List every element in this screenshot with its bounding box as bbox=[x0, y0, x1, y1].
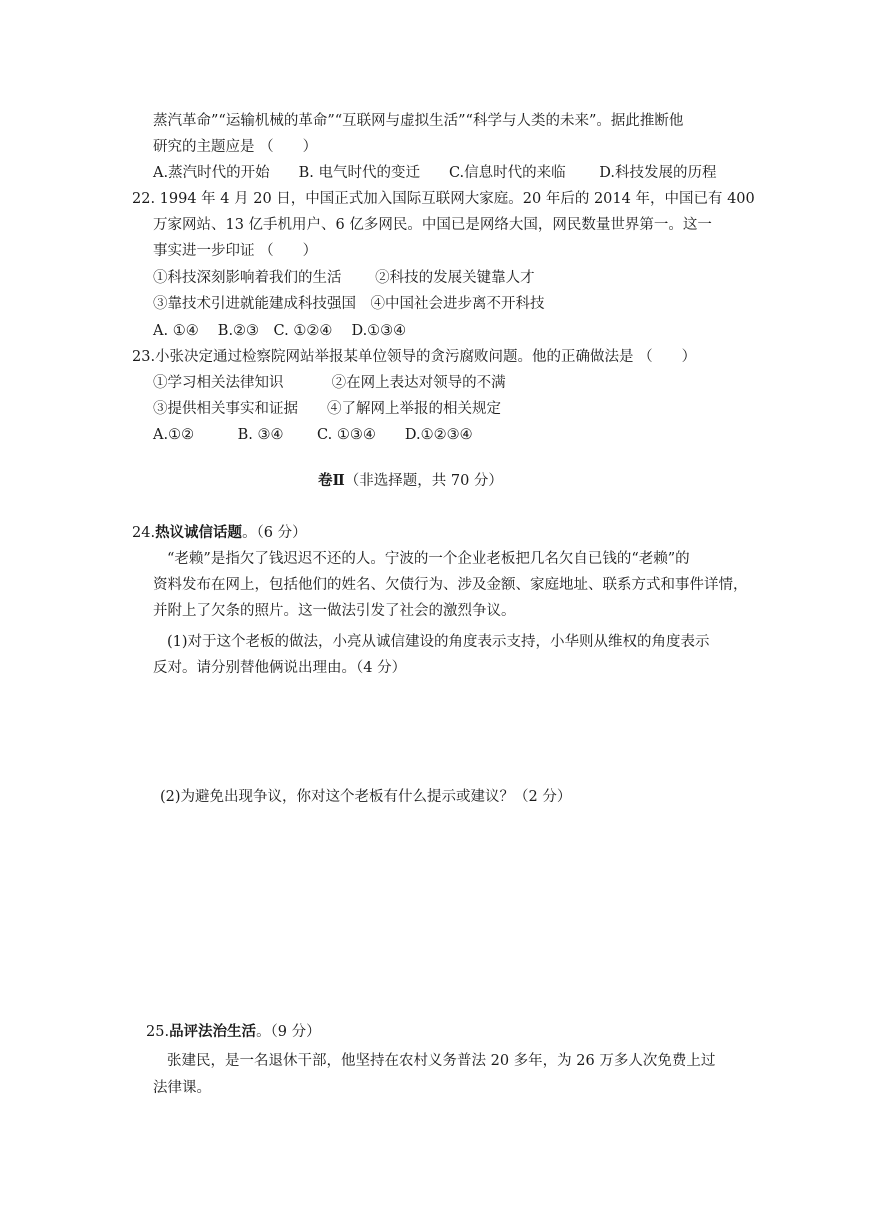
q25-number: 25. bbox=[146, 1024, 170, 1040]
q21-text-line-2: 研究的主题应是 （ ） bbox=[153, 139, 318, 155]
q22-statement-row-1: ①科技深刻影响着我们的生活 ②科技的发展关键靠人才 bbox=[153, 270, 535, 286]
q25-title: 品评法治生活 bbox=[169, 1023, 257, 1040]
section-2-heading bbox=[318, 471, 503, 491]
q21-options: A.蒸汽时代的开始 B. 电气时代的变迁 C.信息时代的来临 D.科技发展的历程 bbox=[153, 165, 717, 181]
q24-answer-space-2[interactable] bbox=[153, 820, 738, 1010]
q24-score: 。（6 分） bbox=[242, 525, 307, 541]
q24-subquestion-1-line-1: (1)对于这个老板的做法，小亮从诚信建设的角度表示支持，小华则从维权的角度表示 bbox=[167, 634, 710, 650]
q25-heading bbox=[146, 1022, 321, 1042]
q22-text-line-3: 事实进一步印证 （ ） bbox=[153, 243, 318, 259]
q23-options: A.①② B. ③④ C. ①③④ D.①②③④ bbox=[153, 427, 473, 443]
q24-paragraph-line-1: “老赖”是指欠了钱迟迟不还的人。宁波的一个企业老板把几名欠自已钱的“老赖”的 bbox=[167, 551, 690, 567]
q25-paragraph-line-2: 法律课。 bbox=[153, 1080, 211, 1096]
section-2-label: 卷Ⅱ bbox=[318, 472, 345, 489]
q24-paragraph-line-3: 并附上了欠条的照片。这一做法引发了社会的激烈争议。 bbox=[153, 603, 516, 619]
q23-statement-row-2: ③提供相关事实和证据 ④了解网上举报的相关规定 bbox=[153, 401, 501, 417]
q22-statement-row-2: ③靠技术引进就能建成科技强国 ④中国社会进步离不开科技 bbox=[153, 296, 545, 312]
q24-heading bbox=[132, 523, 307, 543]
q23-statement-row-1: ①学习相关法律知识 ②在网上表达对领导的不满 bbox=[153, 375, 506, 391]
q24-answer-space-1[interactable] bbox=[153, 690, 738, 780]
q22-text-line-2: 万家网站、13 亿手机用户、6 亿多网民。中国已是网络大国，网民数量世界第一。这一 bbox=[153, 217, 712, 233]
q24-number: 24. bbox=[132, 525, 156, 541]
q24-subquestion-2: (2)为避免出现争议，你对这个老板有什么提示或建议？（2 分） bbox=[160, 789, 572, 805]
q25-paragraph-line-1: 张建民，是一名退休干部，他坚持在农村义务普法 20 多年，为 26 万多人次免费上过 bbox=[167, 1053, 716, 1069]
q25-score: 。（9 分） bbox=[256, 1024, 321, 1040]
q23-text-line-1: 23.小张决定通过检察院网站举报某单位领导的贪污腐败问题。他的正确做法是 （ ） bbox=[132, 349, 697, 365]
q24-title: 热议诚信话题 bbox=[155, 524, 243, 541]
q22-options: A. ①④ B.②③ C. ①②④ D.①③④ bbox=[153, 323, 407, 339]
q24-subquestion-1-line-2: 反对。请分别替他俩说出理由。（4 分） bbox=[153, 660, 407, 676]
q24-paragraph-line-2: 资料发布在网上，包括他们的姓名、欠债行为、涉及金额、家庭地址、联系方式和事件详情， bbox=[153, 577, 748, 593]
q22-text-line-1: 22. 1994 年 4 月 20 日，中国正式加入国际互联网大家庭。20 年后的 2014 年，中国已有 400 bbox=[132, 191, 755, 207]
section-2-note: （非选择题，共 70 分） bbox=[344, 473, 503, 489]
q21-text-line-1: 蒸汽革命”“运输机械的革命”“互联网与虚拟生活”“科学与人类的未来”。据此推断他 bbox=[153, 113, 684, 129]
